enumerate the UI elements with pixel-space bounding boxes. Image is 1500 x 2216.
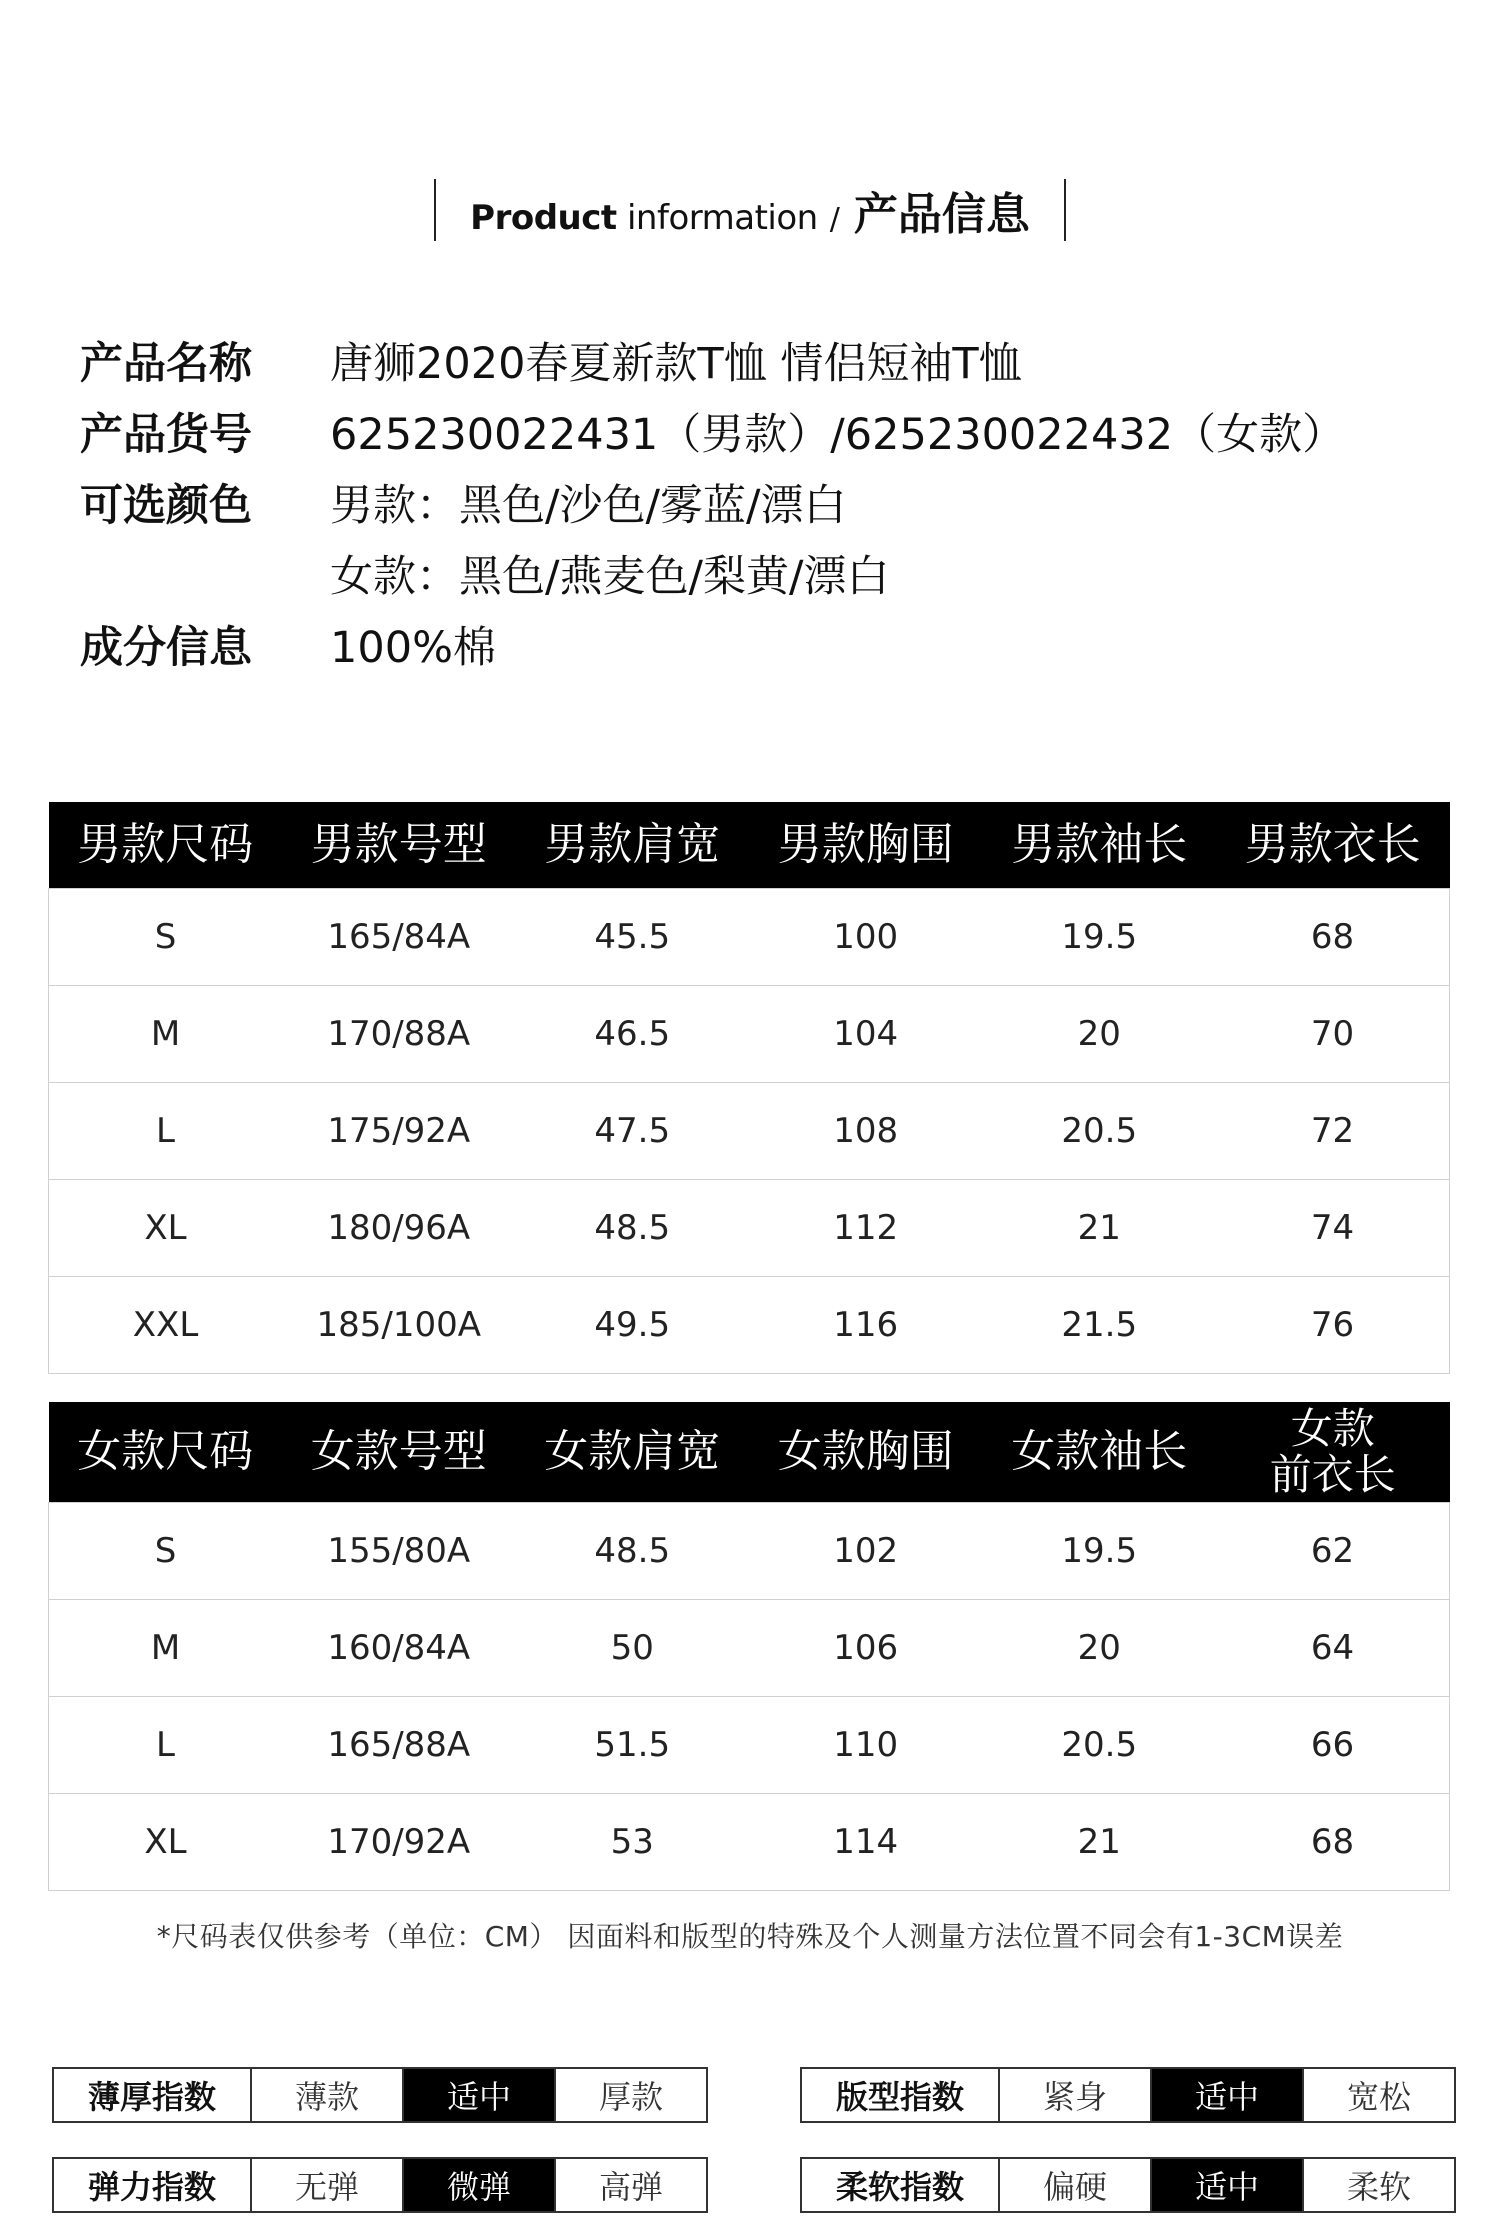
column-header: 男款衣长	[1216, 802, 1450, 889]
table-cell: M	[49, 986, 283, 1083]
index-option-selected: 适中	[1150, 2159, 1302, 2211]
info-value: 男款：黑色/沙色/雾蓝/漂白	[330, 481, 847, 531]
table-cell: S	[49, 1503, 283, 1600]
table-cell: 110	[749, 1697, 983, 1794]
column-header-line: 前衣长	[1269, 1450, 1396, 1499]
info-row-material	[80, 609, 1345, 680]
table-cell: 48.5	[516, 1503, 750, 1600]
table-cell: 20.5	[983, 1697, 1217, 1794]
table-cell: 46.5	[516, 986, 750, 1083]
table-cell: L	[49, 1697, 283, 1794]
table-cell: L	[49, 1083, 283, 1180]
column-header: 男款号型	[282, 802, 516, 889]
table-cell: 70	[1216, 986, 1450, 1083]
table-cell: 62	[1216, 1503, 1450, 1600]
header-chinese-title: 产品信息	[853, 189, 1030, 240]
table-cell: 68	[1216, 889, 1450, 986]
table-cell: 19.5	[983, 1503, 1217, 1600]
info-value: 100%棉	[330, 623, 496, 673]
table-cell: 165/84A	[282, 889, 516, 986]
index-name: 柔软指数	[835, 2168, 964, 2206]
table-cell: 76	[1216, 1277, 1450, 1374]
table-cell: 53	[516, 1794, 750, 1891]
fit-index	[800, 2067, 1456, 2123]
table-cell: 170/92A	[282, 1794, 516, 1891]
column-header: 女款肩宽	[516, 1402, 750, 1503]
table-cell: 155/80A	[282, 1503, 516, 1600]
men-size-table	[48, 802, 1450, 1374]
table-row	[49, 1083, 1450, 1180]
table-cell: 102	[749, 1503, 983, 1600]
index-option: 宽松	[1302, 2069, 1454, 2121]
table-cell: 116	[749, 1277, 983, 1374]
index-name: 弹力指数	[87, 2168, 216, 2206]
index-name: 薄厚指数	[87, 2078, 216, 2116]
table-cell: 21	[983, 1794, 1217, 1891]
table-cell: 74	[1216, 1180, 1450, 1277]
table-cell: 51.5	[516, 1697, 750, 1794]
table-cell: 185/100A	[282, 1277, 516, 1374]
table-cell: 100	[749, 889, 983, 986]
index-option: 无弹	[250, 2159, 402, 2211]
elasticity-index	[52, 2157, 708, 2213]
product-info	[80, 325, 1345, 680]
table-cell: M	[49, 1600, 283, 1697]
table-cell: 47.5	[516, 1083, 750, 1180]
table-cell: 68	[1216, 1794, 1450, 1891]
info-value: 625230022431（男款）/625230022432（女款）	[330, 410, 1346, 460]
table-cell: 48.5	[516, 1180, 750, 1277]
table-cell: 50	[516, 1600, 750, 1697]
column-header	[1216, 1402, 1450, 1503]
table-cell: 170/88A	[282, 986, 516, 1083]
softness-index	[800, 2157, 1456, 2213]
info-row-name	[80, 325, 1345, 396]
table-row	[49, 1697, 1450, 1794]
column-header: 女款袖长	[983, 1402, 1217, 1503]
table-row	[49, 889, 1450, 986]
table-cell: 21	[983, 1180, 1217, 1277]
section-header	[0, 178, 1500, 242]
info-label: 产品货号	[80, 410, 252, 460]
column-header: 男款袖长	[983, 802, 1217, 889]
table-row	[49, 1180, 1450, 1277]
index-option: 厚款	[554, 2069, 706, 2121]
table-cell: 160/84A	[282, 1600, 516, 1697]
table-cell: 66	[1216, 1697, 1450, 1794]
column-header: 男款胸围	[749, 802, 983, 889]
index-option-selected: 适中	[402, 2069, 554, 2121]
table-cell: XL	[49, 1794, 283, 1891]
table-cell: 104	[749, 986, 983, 1083]
info-label: 成分信息	[80, 623, 252, 673]
table-cell: 108	[749, 1083, 983, 1180]
table-row	[49, 986, 1450, 1083]
table-cell: XL	[49, 1180, 283, 1277]
size-disclaimer: *尺码表仅供参考（单位：CM） 因面料和版型的特殊及个人测量方法位置不同会有1-3CM误差	[156, 1920, 1344, 1953]
table-cell: 45.5	[516, 889, 750, 986]
table-cell: 49.5	[516, 1277, 750, 1374]
index-option: 柔软	[1302, 2159, 1454, 2211]
table-cell: 175/92A	[282, 1083, 516, 1180]
table-header-row	[49, 1402, 1450, 1503]
index-option: 紧身	[998, 2069, 1150, 2121]
info-label: 产品名称	[80, 339, 252, 389]
header-english-title: Product information	[470, 198, 818, 238]
table-cell: 165/88A	[282, 1697, 516, 1794]
table-cell: 72	[1216, 1083, 1450, 1180]
table-row	[49, 1794, 1450, 1891]
table-cell: 20	[983, 1600, 1217, 1697]
index-option-selected: 适中	[1150, 2069, 1302, 2121]
table-cell: XXL	[49, 1277, 283, 1374]
table-cell: 20	[983, 986, 1217, 1083]
table-cell: 112	[749, 1180, 983, 1277]
table-row	[49, 1503, 1450, 1600]
info-value: 女款：黑色/燕麦色/梨黄/漂白	[330, 552, 890, 602]
column-header: 女款胸围	[749, 1402, 983, 1503]
thickness-index	[52, 2067, 708, 2123]
column-header: 女款号型	[282, 1402, 516, 1503]
table-cell: 114	[749, 1794, 983, 1891]
index-name: 版型指数	[835, 2078, 964, 2116]
table-cell: 20.5	[983, 1083, 1217, 1180]
table-header-row	[49, 802, 1450, 889]
header-slash: /	[829, 202, 840, 237]
column-header: 男款肩宽	[516, 802, 750, 889]
column-header: 男款尺码	[49, 802, 283, 889]
info-label: 可选颜色	[80, 481, 252, 531]
index-option: 高弹	[554, 2159, 706, 2211]
table-cell: 64	[1216, 1600, 1450, 1697]
info-value: 唐狮2020春夏新款T恤 情侣短袖T恤	[330, 339, 1022, 389]
index-option: 偏硬	[998, 2159, 1150, 2211]
table-row	[49, 1277, 1450, 1374]
table-cell: S	[49, 889, 283, 986]
info-row-sku	[80, 396, 1345, 467]
index-option-selected: 微弹	[402, 2159, 554, 2211]
table-cell: 180/96A	[282, 1180, 516, 1277]
table-cell: 19.5	[983, 889, 1217, 986]
info-row-colors-women	[80, 538, 1345, 609]
table-cell: 21.5	[983, 1277, 1217, 1374]
info-row-colors-men	[80, 467, 1345, 538]
women-size-table	[48, 1402, 1450, 1891]
header-right-divider	[1064, 179, 1066, 241]
column-header-line: 女款	[1290, 1403, 1375, 1453]
index-option: 薄款	[250, 2069, 402, 2121]
column-header: 女款尺码	[49, 1402, 283, 1503]
table-row	[49, 1600, 1450, 1697]
table-cell: 106	[749, 1600, 983, 1697]
